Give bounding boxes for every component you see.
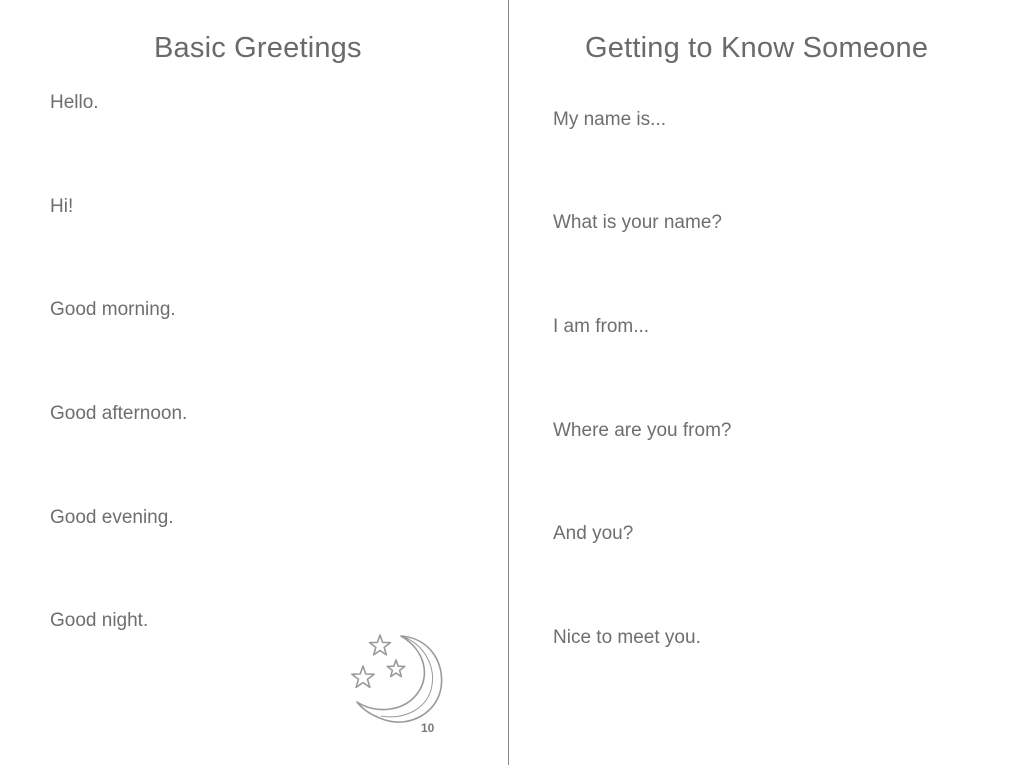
phrase-item: Hello. <box>50 92 99 113</box>
star-icon <box>387 660 405 677</box>
star-icon <box>370 635 391 655</box>
phrase-item: Nice to meet you. <box>553 627 701 648</box>
page-title-getting-to-know-someone: Getting to Know Someone <box>585 32 929 64</box>
phrase-item: Where are you from? <box>553 420 732 441</box>
page-title-basic-greetings: Basic Greetings <box>154 32 362 64</box>
phrase-item: Good morning. <box>50 299 176 320</box>
star-icon <box>352 666 374 687</box>
moon-and-stars-decoration <box>345 630 449 726</box>
phrase-item: Hi! <box>50 196 74 217</box>
phrase-item: My name is... <box>553 109 666 130</box>
phrase-item: I am from... <box>553 316 650 337</box>
phrase-item: Good evening. <box>50 507 174 528</box>
phrase-item: What is your name? <box>553 212 722 233</box>
moon-icon <box>357 636 442 722</box>
right-page <box>509 0 1024 765</box>
phrase-item: Good afternoon. <box>50 403 188 424</box>
phrase-item: Good night. <box>50 610 149 631</box>
left-page <box>0 0 508 765</box>
phrase-item: And you? <box>553 523 634 544</box>
page-number: 10 <box>421 721 435 735</box>
